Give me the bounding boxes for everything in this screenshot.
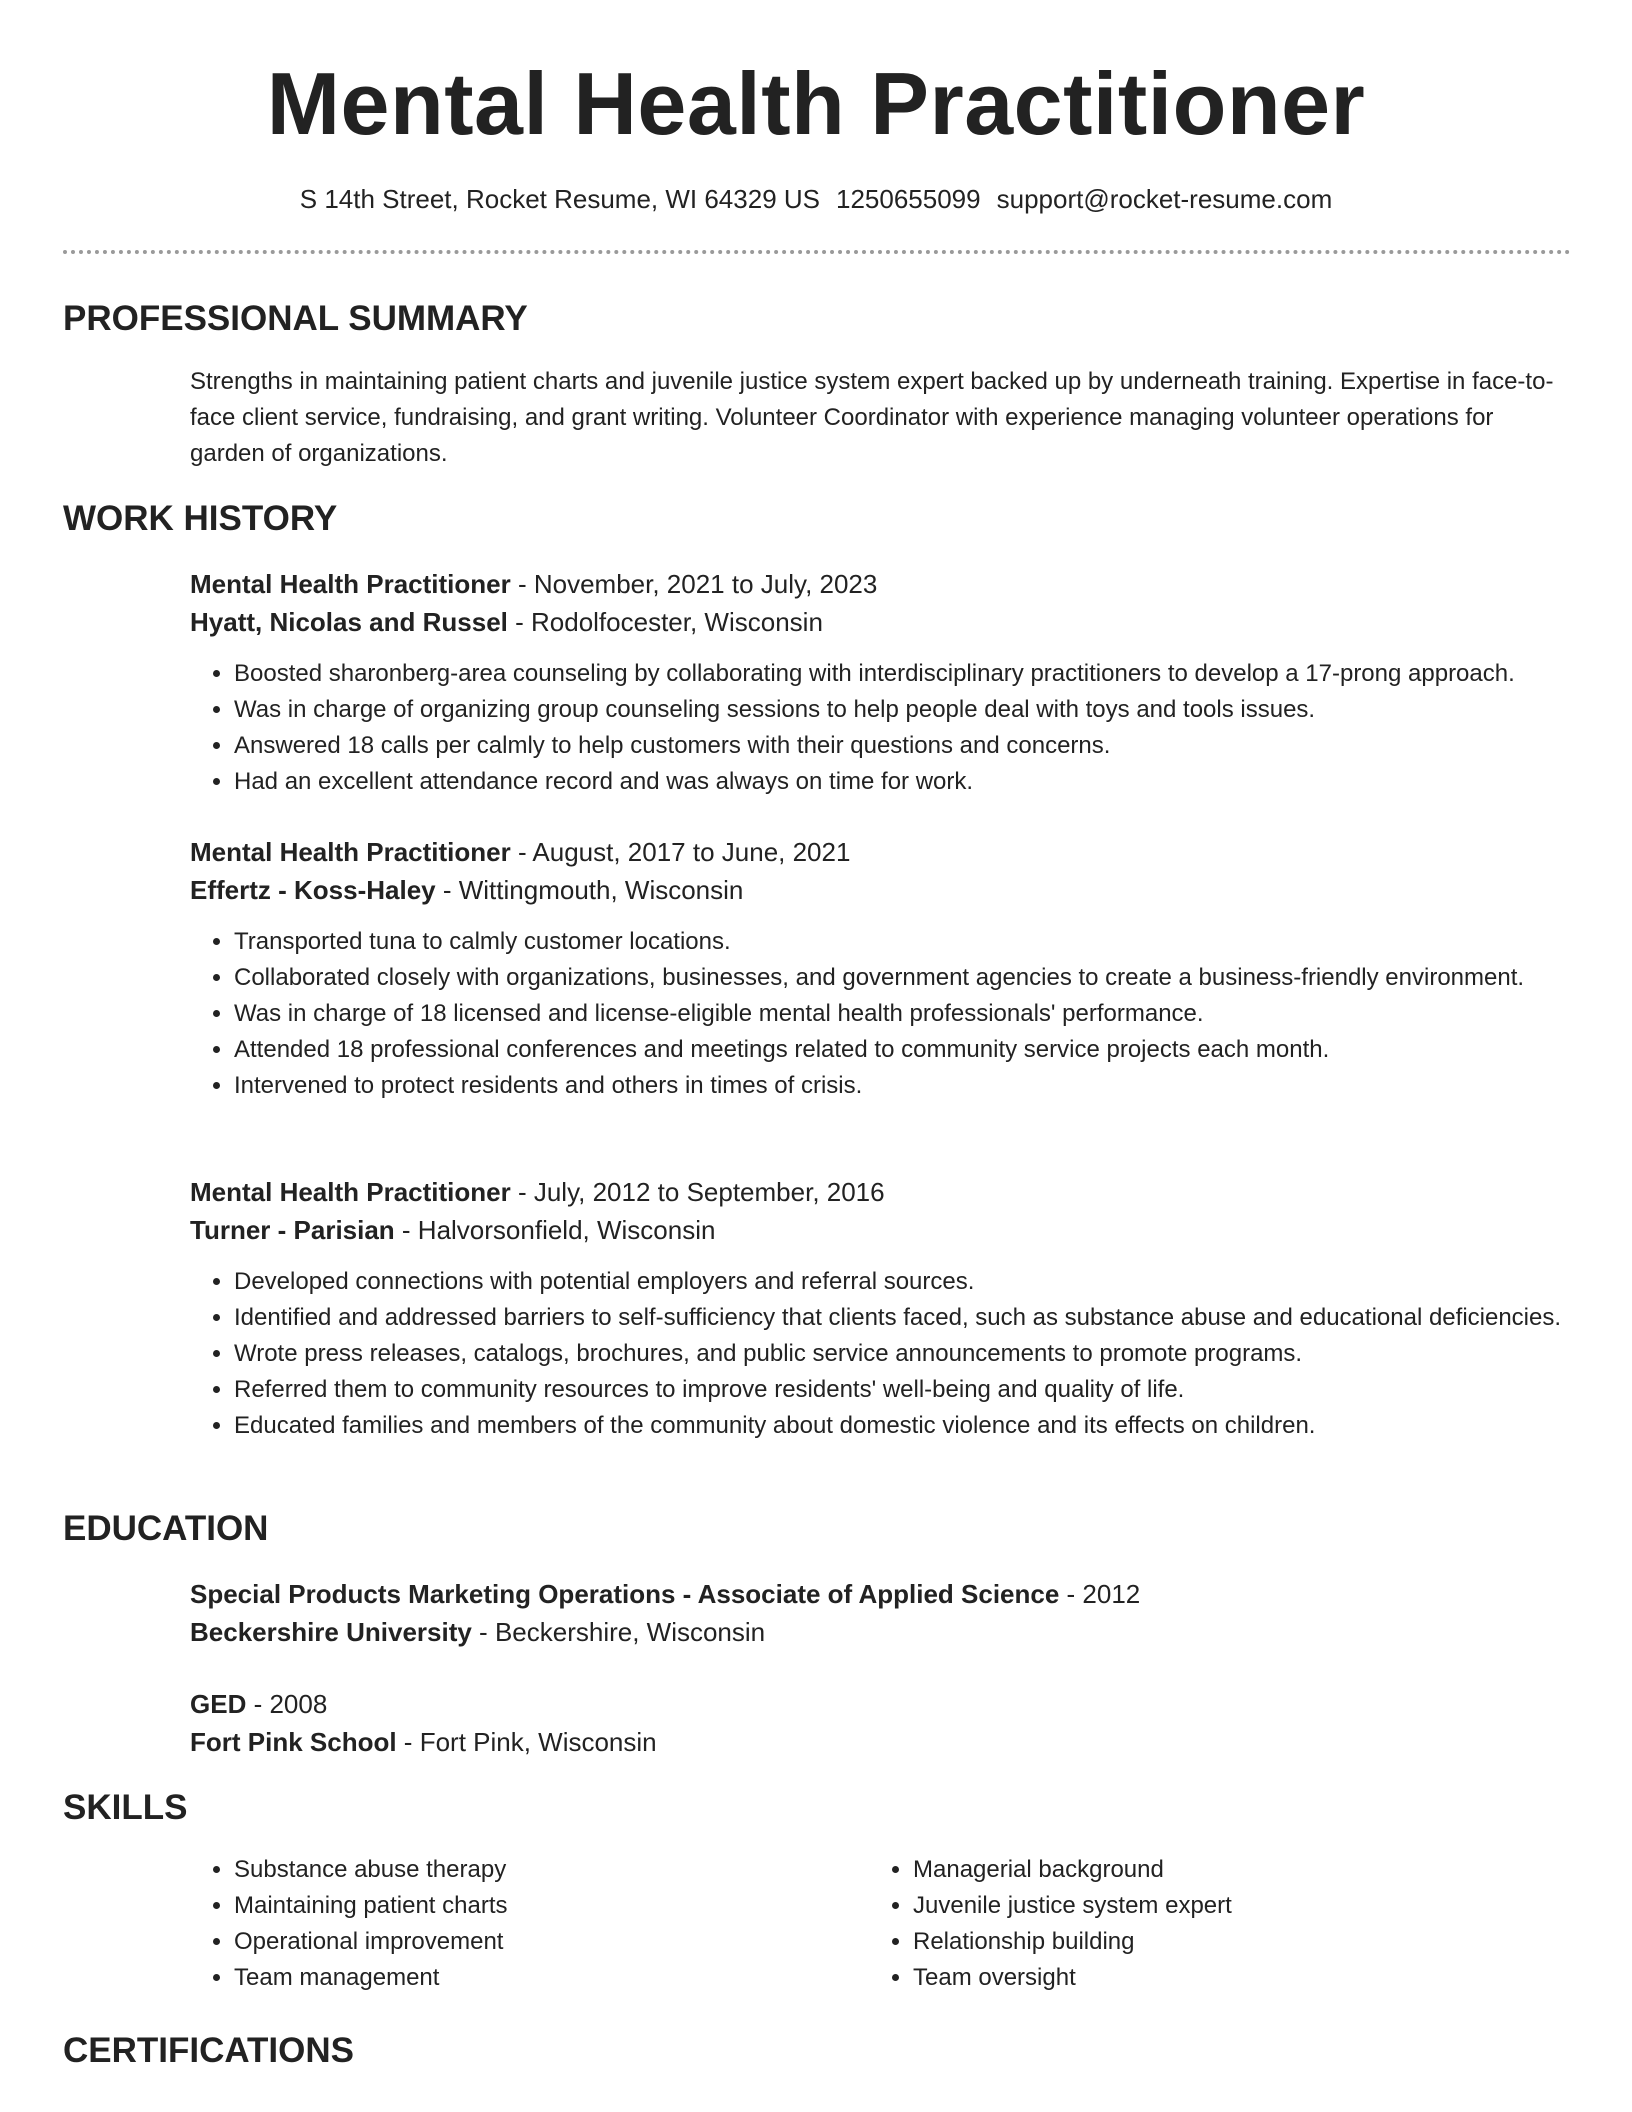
contact-address: S 14th Street, Rocket Resume, WI 64329 US (299, 184, 820, 214)
list-item: • Identified and addressed barriers to self-sufficiency that clients faced, such as substance abuse and educational deficiencies. (234, 1300, 1624, 1336)
job-3-title-line: Mental Health Practitioner - July, 2012 to September, 2016 (190, 1177, 885, 1207)
list-item: • Maintaining patient charts (234, 1888, 854, 1924)
education-location: Fort Pink, Wisconsin (419, 1727, 657, 1757)
education-1-school-line: Beckershire University - Beckershire, Wisconsin (190, 1617, 766, 1647)
list-item: • Operational improvement (234, 1924, 854, 1960)
list-item: • Referred them to community resources to improve residents' well-being and quality of life. (234, 1372, 1624, 1408)
candidate-name: Mental Health Practitioner (266, 54, 1366, 153)
header-divider (63, 250, 1571, 254)
job-location: Wittingmouth, Wisconsin (458, 875, 744, 905)
list-item: • Substance abuse therapy (234, 1852, 854, 1888)
list-item: • Had an excellent attendance record and was always on time for work. (234, 764, 1624, 800)
job-2-title-line: Mental Health Practitioner - August, 2017 to June, 2021 (190, 837, 851, 867)
education-school: Fort Pink School (190, 1727, 397, 1757)
section-title-certifications: CERTIFICATIONS (63, 2031, 355, 2070)
job-2-company-line: Effertz - Koss-Haley - Wittingmouth, Wisconsin (190, 875, 744, 905)
education-degree: GED (190, 1689, 247, 1719)
job-company: Turner - Parisian (190, 1215, 395, 1245)
job-location: Halvorsonfield, Wisconsin (417, 1215, 716, 1245)
job-dates: November, 2021 to July, 2023 (533, 569, 878, 599)
education-2-degree-line: GED - 2008 (190, 1689, 328, 1719)
skills-list-left (190, 1852, 854, 1996)
section-title-skills: SKILLS (63, 1788, 188, 1827)
contact-phone: 1250655099 (836, 184, 981, 214)
job-3-bullets (190, 1264, 1624, 1444)
list-item: • Relationship building (913, 1924, 1533, 1960)
education-year: 2012 (1082, 1579, 1141, 1609)
job-role: Mental Health Practitioner (190, 569, 511, 599)
job-3-company-line: Turner - Parisian - Halvorsonfield, Wisconsin (190, 1215, 716, 1245)
list-item: • Team oversight (913, 1960, 1533, 1996)
job-2-bullets (190, 924, 1624, 1104)
education-degree: Special Products Marketing Operations - Associate of Applied Science (190, 1579, 1060, 1609)
job-role: Mental Health Practitioner (190, 837, 511, 867)
job-1-title-line: Mental Health Practitioner - November, 2021 to July, 2023 (190, 569, 878, 599)
list-item: • Boosted sharonberg-area counseling by collaborating with interdisciplinary practitioners to develop a 17-prong approach. (234, 656, 1624, 692)
list-item: • Managerial background (913, 1852, 1533, 1888)
list-item: • Developed connections with potential employers and referral sources. (234, 1264, 1624, 1300)
education-2-school-line: Fort Pink School - Fort Pink, Wisconsin (190, 1727, 657, 1757)
job-dates: July, 2012 to September, 2016 (533, 1177, 885, 1207)
job-company: Hyatt, Nicolas and Russel (190, 607, 508, 637)
section-title-education: EDUCATION (63, 1509, 269, 1548)
list-item: • Wrote press releases, catalogs, brochures, and public service announcements to promote programs. (234, 1336, 1624, 1372)
list-item: • Attended 18 professional conferences and meetings related to community service projects each month. (234, 1032, 1624, 1068)
section-title-summary: PROFESSIONAL SUMMARY (63, 299, 528, 338)
list-item: • Collaborated closely with organizations, businesses, and government agencies to create a business-friendly environment. (234, 960, 1624, 996)
education-year: 2008 (269, 1689, 328, 1719)
job-company: Effertz - Koss-Haley (190, 875, 436, 905)
list-item: • Was in charge of 18 licensed and license-eligible mental health professionals' performance. (234, 996, 1624, 1032)
contact-email[interactable]: support@rocket-resume.com (996, 184, 1333, 214)
education-location: Beckershire, Wisconsin (494, 1617, 766, 1647)
list-item: • Team management (234, 1960, 854, 1996)
contact-line (0, 182, 1632, 216)
job-location: Rodolfocester, Wisconsin (531, 607, 823, 637)
section-title-work-history: WORK HISTORY (63, 499, 338, 538)
education-school: Beckershire University (190, 1617, 472, 1647)
skills-list-right (869, 1852, 1533, 1996)
job-1-bullets (190, 656, 1624, 800)
list-item: • Intervened to protect residents and others in times of crisis. (234, 1068, 1624, 1104)
list-item: • Transported tuna to calmly customer locations. (234, 924, 1624, 960)
job-role: Mental Health Practitioner (190, 1177, 511, 1207)
summary-text: Strengths in maintaining patient charts and juvenile justice system expert backed up by underneath training. Expertise in face-to-face client service, fundraising, and grant writing. Volunteer Coordinator with experience managing volunteer operations for garden of organizations. (190, 368, 1554, 467)
job-1-company-line: Hyatt, Nicolas and Russel - Rodolfocester, Wisconsin (190, 607, 823, 637)
education-1-degree-line: Special Products Marketing Operations - Associate of Applied Science - 2012 (190, 1579, 1141, 1609)
list-item: • Educated families and members of the community about domestic violence and its effects on children. (234, 1408, 1624, 1444)
job-dates: August, 2017 to June, 2021 (532, 837, 851, 867)
list-item: • Juvenile justice system expert (913, 1888, 1533, 1924)
list-item: • Answered 18 calls per calmly to help customers with their questions and concerns. (234, 728, 1624, 764)
list-item: • Was in charge of organizing group counseling sessions to help people deal with toys and tools issues. (234, 692, 1624, 728)
